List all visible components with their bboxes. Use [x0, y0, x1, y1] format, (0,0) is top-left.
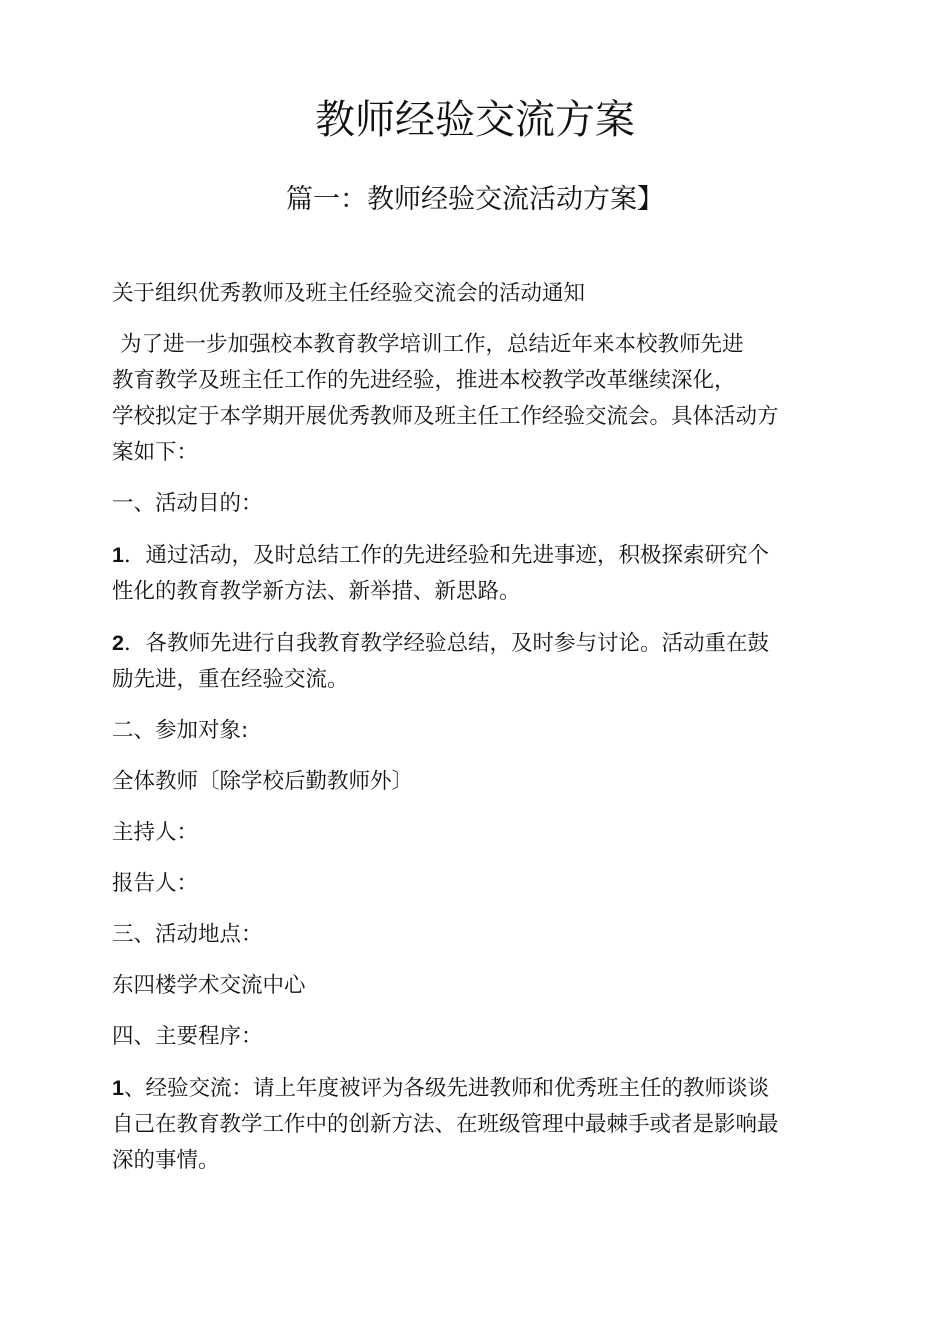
reporter-field: 报告人： — [112, 871, 199, 896]
document-title: 教师经验交流方案 — [315, 97, 635, 143]
item-text: 、经验交流：请上年度被评为各级先进教师和优秀班主任的教师谈谈 — [123, 1076, 769, 1101]
intro-line: 案如下： — [112, 440, 199, 465]
intro-line: 为了进一步加强校本教育教学培训工作，总结近年来本校教师先进 — [120, 332, 744, 357]
section-heading-location: 三、活动地点： — [112, 922, 263, 947]
section-heading-participants: 二、参加对象: — [112, 718, 249, 743]
item-number: 1 — [112, 543, 124, 567]
item-number: 2 — [112, 631, 124, 655]
document-body — [112, 276, 847, 1179]
intro-paragraph — [112, 327, 847, 471]
item-text: ．各教师先进行自我教育教学经验总结，及时参与讨论。活动重在鼓 — [123, 631, 769, 656]
host-field: 主持人： — [112, 820, 199, 845]
location-text: 东四楼学术交流中心 — [112, 973, 306, 998]
item-text: 励先进，重在经验交流。 — [112, 667, 349, 692]
participants-text: 全体教师〔除学校后勤教师外〕 — [112, 769, 414, 794]
notice-title: 关于组织优秀教师及班主任经验交流会的活动通知 — [112, 281, 586, 306]
item-number: 1 — [112, 1076, 124, 1100]
item-text: 自己在教育教学工作中的创新方法、在班级管理中最棘手或者是影响最 — [112, 1112, 779, 1137]
item-text: 深的事情。 — [112, 1148, 220, 1173]
intro-line: 学校拟定于本学期开展优秀教师及班主任工作经验交流会。具体活动方 — [112, 404, 779, 429]
purpose-item-1 — [112, 537, 847, 610]
section-heading-procedure: 四、主要程序： — [112, 1024, 263, 1049]
purpose-item-2 — [112, 625, 847, 698]
intro-line: 教育教学及班主任工作的先进经验，推进本校教学改革继续深化， — [112, 368, 736, 393]
document-subtitle: 篇一：教师经验交流活动方案】 — [286, 184, 664, 215]
section-heading-purpose: 一、活动目的： — [112, 491, 263, 516]
procedure-item-1 — [112, 1070, 847, 1179]
item-text: ．通过活动，及时总结工作的先进经验和先进事迹，积极探索研究个 — [123, 543, 769, 568]
item-text: 性化的教育教学新方法、新举措、新思路。 — [112, 579, 521, 604]
